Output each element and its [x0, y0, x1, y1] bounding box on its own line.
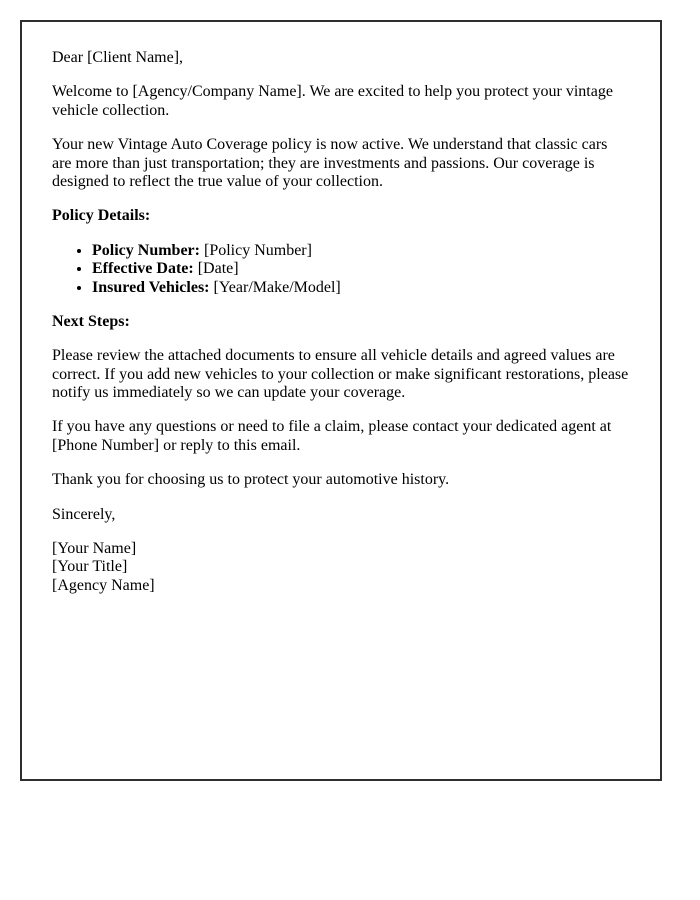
signature-title: [Your Title] — [52, 558, 128, 576]
list-item-label: Insured Vehicles: — [92, 278, 210, 296]
greeting: Dear [Client Name], — [52, 49, 184, 66]
next-steps-heading: Next Steps: — [52, 312, 130, 330]
list-item-value: [Date] — [197, 260, 239, 278]
list-item — [92, 242, 630, 260]
list-item-value: [Year/Make/Model] — [213, 278, 341, 296]
contact-paragraph: If you have any questions or need to file a claim, please contact your dedicated agent at [Phone Number] or reply to this email. — [52, 418, 612, 454]
thanks-paragraph: Thank you for choosing us to protect your automotive history. — [52, 471, 450, 489]
signature-name: [Your Name] — [52, 540, 137, 558]
closing: Sincerely, — [52, 505, 116, 523]
list-item — [92, 279, 630, 297]
policy-active-paragraph: Your new Vintage Auto Coverage policy is now active. We understand that classic cars are more than just transportation; they are investments and passions. Our coverage is designed to reflect the true value of your collection. — [52, 136, 608, 190]
list-item-value: [Policy Number] — [203, 241, 312, 259]
list-item — [92, 260, 630, 278]
list-item-label: Policy Number: — [92, 241, 200, 259]
review-paragraph: Please review the attached documents to ensure all vehicle details and agreed values are correct. If you add new vehicles to your collection or make significant restorations, please notify us immediately so we can update your coverage. — [52, 347, 629, 402]
letter-document — [20, 20, 662, 781]
policy-details-heading: Policy Details: — [52, 207, 151, 225]
signature-block — [52, 540, 630, 595]
list-item-label: Effective Date: — [92, 260, 194, 278]
signature-agency: [Agency Name] — [52, 576, 155, 594]
intro-paragraph: Welcome to [Agency/Company Name]. We are excited to help you protect your vintage vehicle collection. — [52, 83, 613, 119]
policy-details-list — [52, 242, 630, 297]
